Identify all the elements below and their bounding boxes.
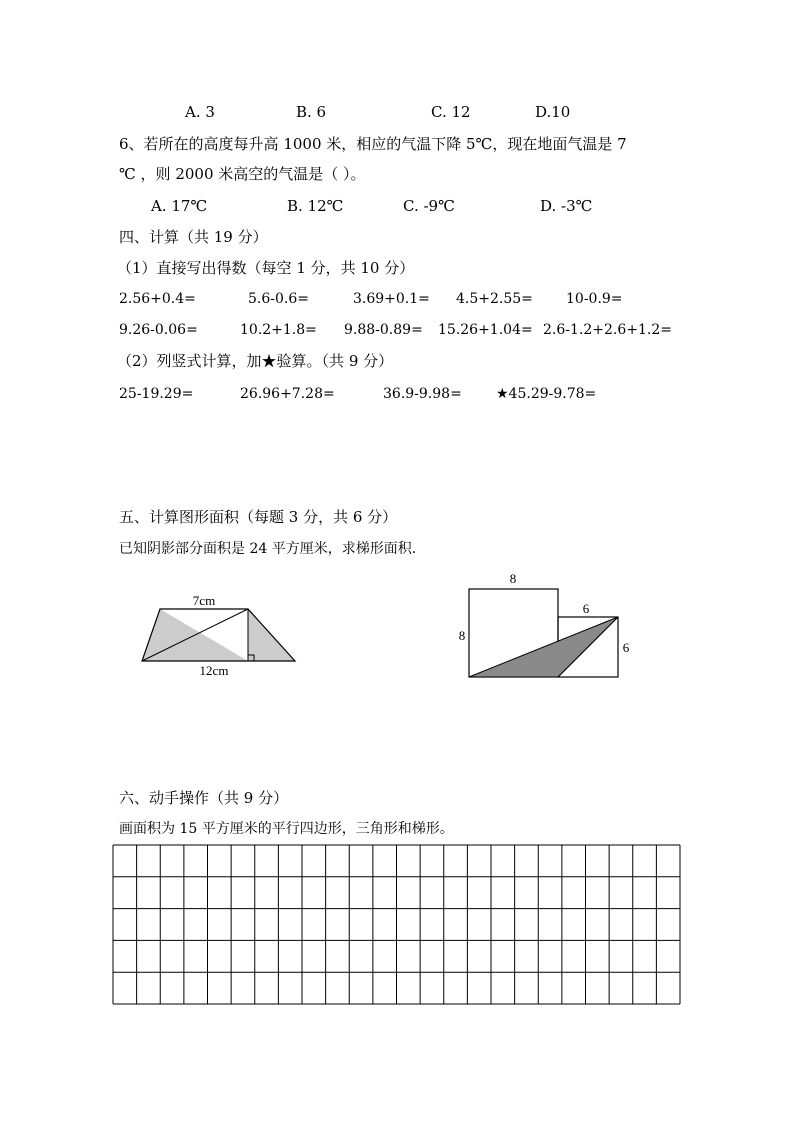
fig1-bottom-label: 12cm: [199, 663, 229, 678]
vertical-calc-item: 36.9-9.98=: [383, 386, 462, 402]
q6-option-d: D. -3℃: [540, 197, 593, 215]
fig2-label-small-top: 6: [582, 601, 590, 616]
calc-item: 9.88-0.89=: [344, 322, 423, 338]
vertical-calc-item: 26.96+7.28=: [240, 386, 335, 402]
q5-option-a: A. 3: [185, 103, 215, 121]
calc-item: 10-0.9=: [566, 291, 623, 307]
shaded-triangle: [469, 617, 618, 677]
vertical-calc-item: 25-19.29=: [119, 386, 194, 402]
fig2-label-right: 6: [622, 640, 630, 655]
q6-option-a: A. 17℃: [151, 197, 208, 215]
q6-option-b: B. 12℃: [287, 197, 344, 215]
calc-item: 4.5+2.55=: [456, 291, 533, 307]
drawing-grid[interactable]: [112, 844, 682, 1006]
vertical-calc-item: ★45.29-9.78=: [496, 386, 597, 402]
section6-prompt: 画面积为 15 平方厘米的平行四边形，三角形和梯形。: [119, 821, 454, 837]
section4-part2-title: （2）列竖式计算，加★验算。（共 9 分）: [117, 352, 394, 370]
q5-option-b: B. 6: [296, 103, 327, 121]
q5-option-c: C. 12: [431, 103, 471, 121]
fig2-label-top: 8: [509, 571, 517, 586]
calc-item: 3.69+0.1=: [353, 291, 430, 307]
section5-prompt: 已知阴影部分面积是 24 平方厘米，求梯形面积.: [119, 541, 417, 557]
q6-text-line2: ℃ ，则 2000 米高空的气温是（ ）。: [119, 165, 366, 183]
squares-figure: [450, 568, 640, 684]
calc-item: 2.56+0.4=: [119, 291, 196, 307]
q6-text-line1: 6、若所在的高度每升高 1000 米，相应的气温下降 5℃，现在地面气温是 7: [119, 135, 627, 153]
q5-option-d: D.10: [535, 103, 571, 121]
section4-part1-title: （1）直接写出得数（每空 1 分，共 10 分）: [117, 259, 415, 277]
section4-title: 四、计算（共 19 分）: [119, 228, 268, 246]
fig2-label-left: 8: [458, 628, 466, 643]
calc-item: 15.26+1.04=: [438, 322, 533, 338]
calc-item: 5.6-0.6=: [248, 291, 309, 307]
section6-title: 六、动手操作（共 9 分）: [119, 789, 289, 807]
trapezoid-figure: [130, 588, 310, 680]
calc-item: 10.2+1.8=: [240, 322, 317, 338]
section5-title: 五、计算图形面积（每题 3 分，共 6 分）: [119, 508, 398, 526]
calc-item: 9.26-0.06=: [119, 322, 198, 338]
calc-item: 2.6-1.2+2.6+1.2=: [543, 322, 672, 338]
q6-option-c: C. -9℃: [403, 197, 455, 215]
fig1-top-label: 7cm: [192, 593, 216, 608]
